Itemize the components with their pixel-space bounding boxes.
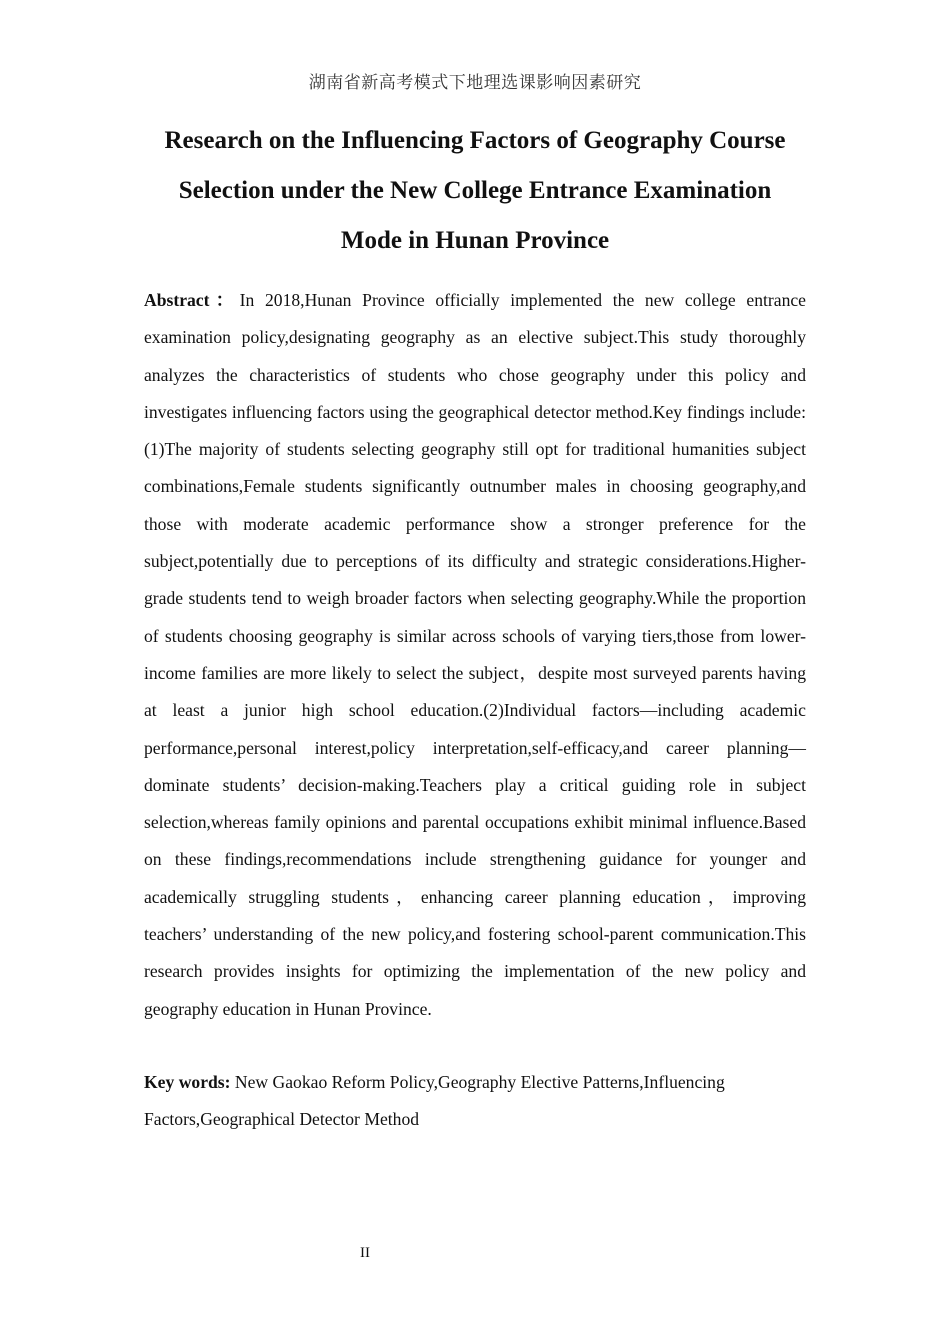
running-header: 湖南省新高考模式下地理选课影响因素研究 [308, 73, 642, 93]
page-number: II [360, 1245, 370, 1261]
keywords-paragraph [144, 1064, 806, 1139]
abstract-label: Abstract： [144, 290, 240, 310]
keywords-label: Key words: [144, 1072, 231, 1092]
paper-title-line-3: Mode in Hunan Province [340, 227, 610, 254]
abstract-text: In 2018,Hunan Province officially implemented the new college entrance examination policy,designating geography as an elective subject.This study thoroughly analyzes the characteristics of students who chose geography under this policy and investigates influencing factors using the geographical detector method.Key findings include:(1)The majority of students selecting geography still opt for traditional humanities subject combinations,Female students significantly outnumber males in choosing geography,and those with moderate academic performance show a stronger preference for the subject,potentially due to perceptions of its difficulty and strategic considerations.Higher-grade students tend to weigh broader factors when selecting geography.While the proportion of students choosing geography is similar across schools of varying tiers,those from lower-income families are more likely to select the subject，despite most surveyed parents having at least a junior high school education.(2)Individual factors—including academic performance,personal interest,policy interpretation,self-efficacy,and career planning—dominate students’ decision-making.Teachers play a critical guiding role in subject selection,whereas family opinions and parental occupations exhibit minimal influence.Based on these findings,recommendations include strengthening guidance for younger and academically struggling students，enhancing career planning education，improving teachers’ understanding of the new policy,and fostering school-parent communication.This research provides insights for optimizing the implementation of the new policy and geography education in Hunan Province. [144, 290, 806, 1019]
abstract-paragraph [144, 282, 806, 1028]
paper-title-line-2: Selection under the New College Entrance Examination [178, 177, 772, 204]
paper-title-line-1: Research on the Influencing Factors of Geography Course [164, 127, 786, 154]
keywords-text: New Gaokao Reform Policy,Geography Elective Patterns,Influencing Factors,Geographical Detector Method [144, 1072, 725, 1130]
paper-title [120, 116, 830, 266]
